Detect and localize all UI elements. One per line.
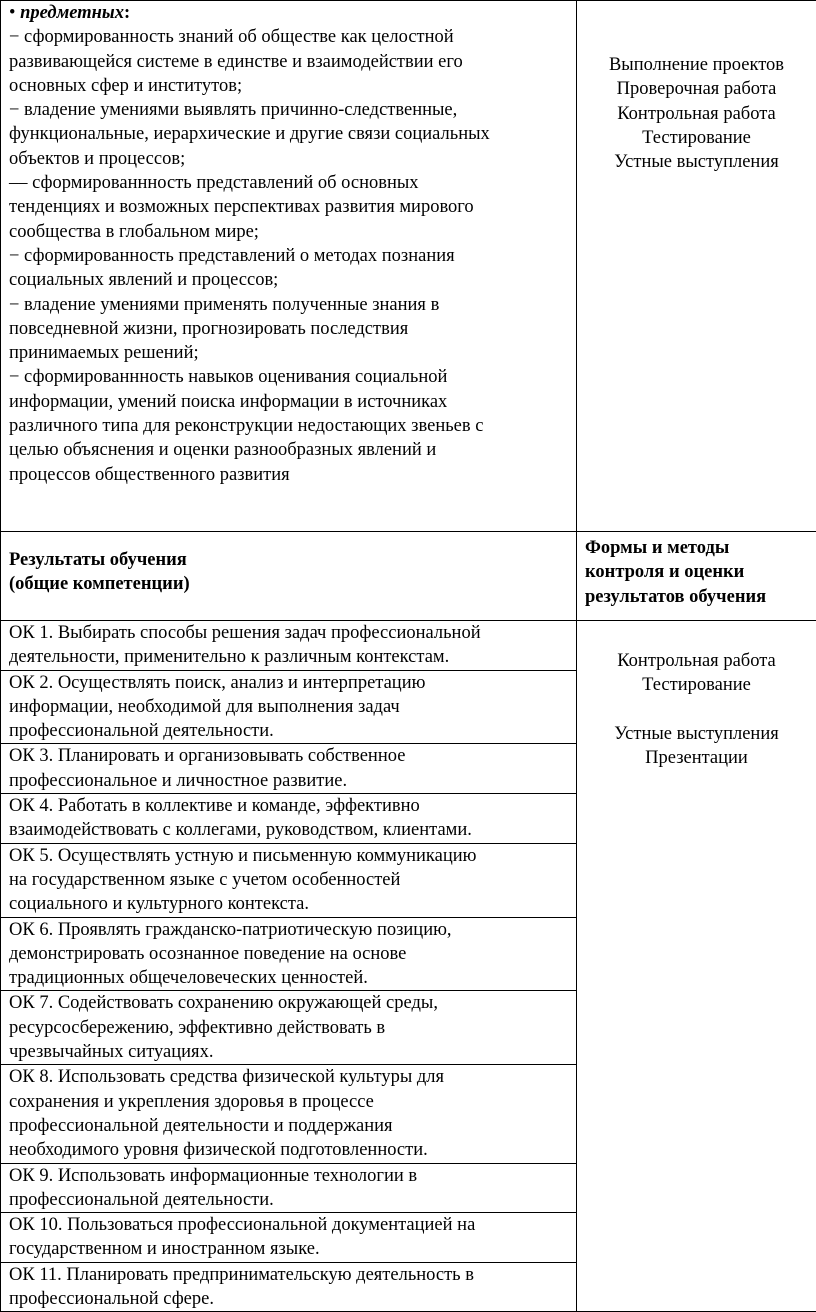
subject-result-line: основных сфер и институтов;	[9, 74, 572, 98]
results-header-line2: (общие компетенции)	[9, 572, 572, 596]
subject-result-line: информации, умений поиска информации в источниках	[9, 390, 572, 414]
subject-result-line: − сформированнность навыков оценивания социальной	[9, 365, 572, 389]
competency-line: ОК 10. Пользоваться профессиональной документацией на	[9, 1213, 572, 1237]
subject-result-line: целью объяснения и оценки разнообразных явлений и	[9, 438, 572, 462]
results-header-line1: Результаты обучения	[9, 548, 572, 572]
competency-line: сохранения и укрепления здоровья в процессе	[9, 1090, 572, 1114]
subject-result-line: − владение умениями выявлять причинно-следственные,	[9, 98, 572, 122]
competency-line: необходимого уровня физической подготовленности.	[9, 1138, 572, 1162]
subject-result-line: функциональные, иерархические и другие связи социальных	[9, 122, 572, 146]
bullet: •	[9, 3, 15, 23]
subject-results-cell	[1, 1, 577, 532]
competency-line: ОК 8. Использовать средства физической культуры для	[9, 1065, 572, 1089]
control-method-item: Тестирование	[579, 126, 814, 150]
competency-line: ОК 3. Планировать и организовывать собственное	[9, 744, 572, 768]
competency-line: профессиональной сфере.	[9, 1287, 572, 1311]
subject-methods-cell	[577, 1, 816, 532]
competency-line: ОК 7. Содействовать сохранению окружающей среды,	[9, 991, 572, 1015]
subject-result-line: сообщества в глобальном мире;	[9, 220, 572, 244]
competency-cell	[1, 794, 577, 844]
competency-line: профессиональной деятельности.	[9, 719, 572, 743]
competency-cell	[1, 1163, 577, 1213]
competency-line: социального и культурного контекста.	[9, 892, 572, 916]
control-method-item: Устные выступления	[579, 150, 814, 174]
competency-cell	[1, 1262, 577, 1312]
subject-heading: предметных	[20, 3, 124, 23]
subject-result-line: − владение умениями применять полученные знания в	[9, 293, 572, 317]
competency-cell	[1, 621, 577, 671]
competency-cell	[1, 843, 577, 917]
subject-result-line: объектов и процессов;	[9, 147, 572, 171]
competency-line: профессиональное и личностное развитие.	[9, 769, 572, 793]
subject-result-line: тенденциях и возможных перспективах развития мирового	[9, 195, 572, 219]
control-method-item: Презентации	[579, 746, 814, 770]
competency-line: ОК 11. Планировать предпринимательскую деятельность в	[9, 1263, 572, 1287]
competency-line: информации, необходимой для выполнения задач	[9, 695, 572, 719]
competency-line: государственном и иностранном языке.	[9, 1237, 572, 1261]
competency-cell	[1, 1213, 577, 1263]
competency-line: чрезвычайных ситуациях.	[9, 1040, 572, 1064]
competency-line: на государственном языке с учетом особенностей	[9, 868, 572, 892]
competency-line: ОК 4. Работать в коллективе и команде, эффективно	[9, 794, 572, 818]
subject-result-line: − сформированность знаний об обществе как целостной	[9, 25, 572, 49]
competency-line: профессиональной деятельности.	[9, 1188, 572, 1212]
subject-result-line: − сформированность представлений о методах познания	[9, 244, 572, 268]
competency-line: ОК 2. Осуществлять поиск, анализ и интерпретацию	[9, 671, 572, 695]
competency-line: профессиональной деятельности и поддержания	[9, 1114, 572, 1138]
methods-header-line1: Формы и методы	[585, 536, 814, 560]
control-method-item: Тестирование	[579, 673, 814, 697]
subject-result-line: повседневной жизни, прогнозировать последствия	[9, 317, 572, 341]
control-method-item: Контрольная работа	[579, 649, 814, 673]
competency-line: ресурсосбережению, эффективно действовать в	[9, 1016, 572, 1040]
competency-cell	[1, 991, 577, 1065]
subject-result-line: различного типа для реконструкции недостающих звеньев с	[9, 414, 572, 438]
control-method-item: Выполнение проектов	[579, 53, 814, 77]
subject-result-line: принимаемых решений;	[9, 341, 572, 365]
competency-methods-cell	[577, 621, 816, 1312]
methods-header-cell	[577, 532, 816, 621]
control-method-item: Контрольная работа	[579, 102, 814, 126]
subject-result-line: процессов общественного развития	[9, 463, 572, 487]
control-method-item: Проверочная работа	[579, 77, 814, 101]
results-header-cell	[1, 532, 577, 621]
competency-line: демонстрировать осознанное поведение на основе	[9, 942, 572, 966]
subject-heading-colon: :	[124, 3, 130, 23]
competency-line: ОК 1. Выбирать способы решения задач профессиональной	[9, 621, 572, 645]
competency-line: ОК 6. Проявлять гражданско-патриотическую позицию,	[9, 918, 572, 942]
competency-line: взаимодействовать с коллегами, руководством, клиентами.	[9, 818, 572, 842]
control-method-item: Устные выступления	[579, 722, 814, 746]
competency-line: ОК 5. Осуществлять устную и письменную коммуникацию	[9, 844, 572, 868]
competency-cell	[1, 917, 577, 991]
competency-cell	[1, 1065, 577, 1163]
competency-line: ОК 9. Использовать информационные технологии в	[9, 1164, 572, 1188]
competency-line: деятельности, применительно к различным контекстам.	[9, 645, 572, 669]
subject-result-line: –– сформированнность представлений об основных	[9, 171, 572, 195]
competency-cell	[1, 670, 577, 744]
methods-header-line3: результатов обучения	[585, 585, 814, 609]
competency-line: традиционных общечеловеческих ценностей.	[9, 966, 572, 990]
subject-result-line: развивающейся системе в единстве и взаимодействии его	[9, 50, 572, 74]
methods-header-line2: контроля и оценки	[585, 560, 814, 584]
competency-cell	[1, 744, 577, 794]
subject-result-line: социальных явлений и процессов;	[9, 268, 572, 292]
